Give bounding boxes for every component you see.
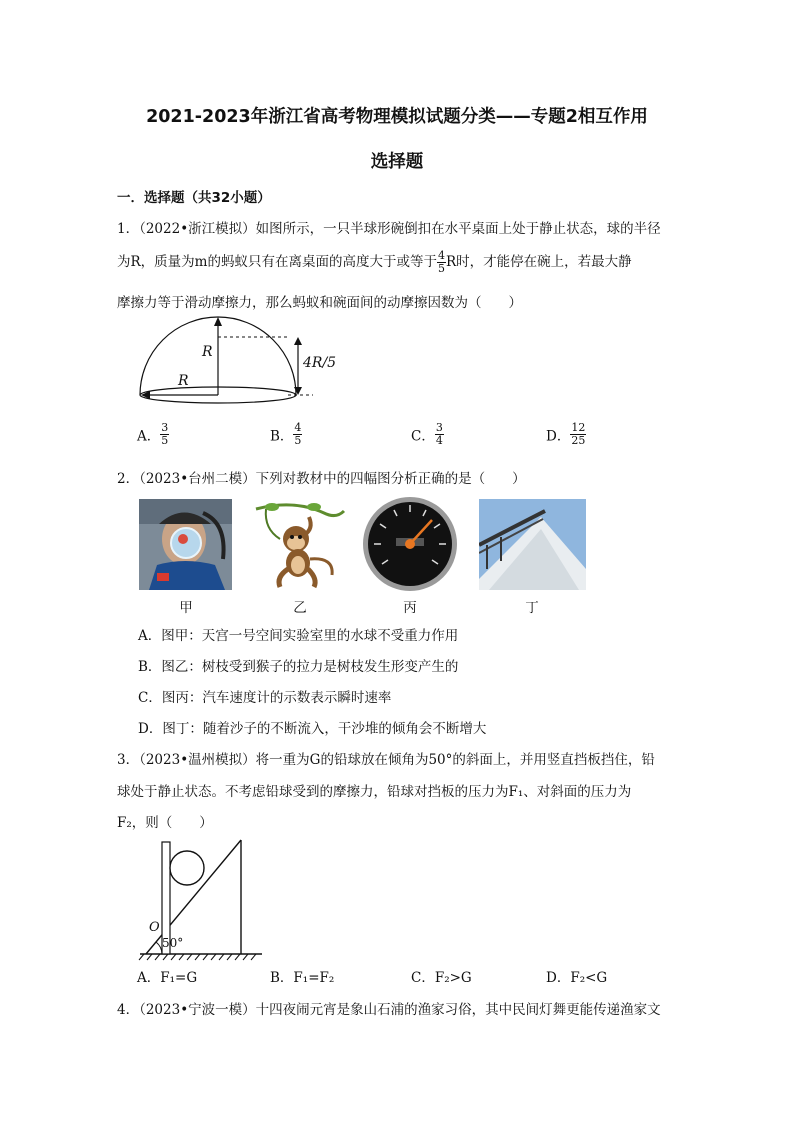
- fig-label-R-vertical: R: [202, 344, 213, 360]
- page-subtitle: 选择题: [370, 152, 424, 172]
- q4-line1: 4．（2023•宁波一模）十四夜闹元宵是象山石浦的渔家习俗，其中民间灯舞更能传递渔家文: [117, 1002, 661, 1018]
- q1-option-a: A． $\frac{3}{5}$: [137, 421, 169, 447]
- q1-line1: 1．（2022•浙江模拟）如图所示，一只半球形碗倒扣在水平桌面上处于静止状态，球的半径: [117, 221, 661, 237]
- photo-sand-pile: [479, 499, 586, 590]
- caption-jia: 甲: [179, 600, 193, 616]
- q1-option-c: C． $\frac{3}{4}$: [411, 421, 443, 447]
- fig-label-angle: 50°: [162, 936, 184, 950]
- q3-option-c: C．F₂>G: [411, 970, 472, 986]
- q3-line2: 球处于静止状态。不考虑铅球受到的摩擦力，铅球对挡板的压力为F₁、对斜面的压力为: [117, 784, 632, 800]
- photo-speedometer: [362, 496, 458, 592]
- q3-option-d: D．F₂<G: [546, 970, 608, 986]
- q3-line3: F₂，则（ ）: [117, 815, 213, 831]
- q2-option-b: B．图乙：树枝受到猴子的拉力是树枝发生形变产生的: [138, 659, 459, 675]
- page-title: 2021-2023年浙江省高考物理模拟试题分类——专题2相互作用: [146, 107, 648, 127]
- photo-astronaut: [139, 499, 232, 590]
- q1-line2a: 为R，质量为m的蚂蚁只有在离桌面的高度大于或等于: [117, 254, 437, 270]
- q2-line1: 2．（2023•台州二模）下列对教材中的四幅图分析正确的是（ ）: [117, 471, 526, 487]
- caption-ding: 丁: [525, 600, 539, 616]
- q2-option-c: C．图丙：汽车速度计的示数表示瞬时速率: [138, 690, 392, 706]
- q1-option-b: B． $\frac{4}{5}$: [270, 421, 302, 447]
- q1-line3: 摩擦力等于滑动摩擦力，那么蚂蚁和碗面间的动摩擦因数为（ ）: [117, 295, 522, 311]
- q3-option-b: B．F₁=F₂: [270, 970, 335, 986]
- q2-option-a: A．图甲：天宫一号空间实验室里的水球不受重力作用: [138, 628, 459, 644]
- q3-option-a: A．F₁=G: [137, 970, 198, 986]
- q1-line2b: R时，才能停在碗上，若最大静: [445, 254, 632, 270]
- q2-option-d: D．图丁：随着沙子的不断流入，干沙堆的倾角会不断增大: [138, 721, 487, 737]
- q1-line2: [117, 250, 632, 275]
- fig-label-R-horizontal: R: [178, 373, 189, 389]
- fig-label-O: O: [149, 920, 160, 935]
- q1-option-d: D． $\frac{12}{25}$: [546, 421, 586, 447]
- photo-monkey: [254, 499, 346, 590]
- section-heading: 一．选择题（共32小题）: [117, 190, 271, 206]
- q3-line1: 3．（2023•温州模拟）将一重为G的铅球放在倾角为50°的斜面上，并用竖直挡板挡住，铅: [117, 752, 655, 768]
- caption-bing: 丙: [403, 600, 417, 616]
- incline-figure: [138, 832, 266, 962]
- caption-yi: 乙: [293, 600, 307, 616]
- fig-label-height: 4R/5: [303, 355, 337, 371]
- q1-fraction: $\frac{4}{5}$: [437, 249, 445, 275]
